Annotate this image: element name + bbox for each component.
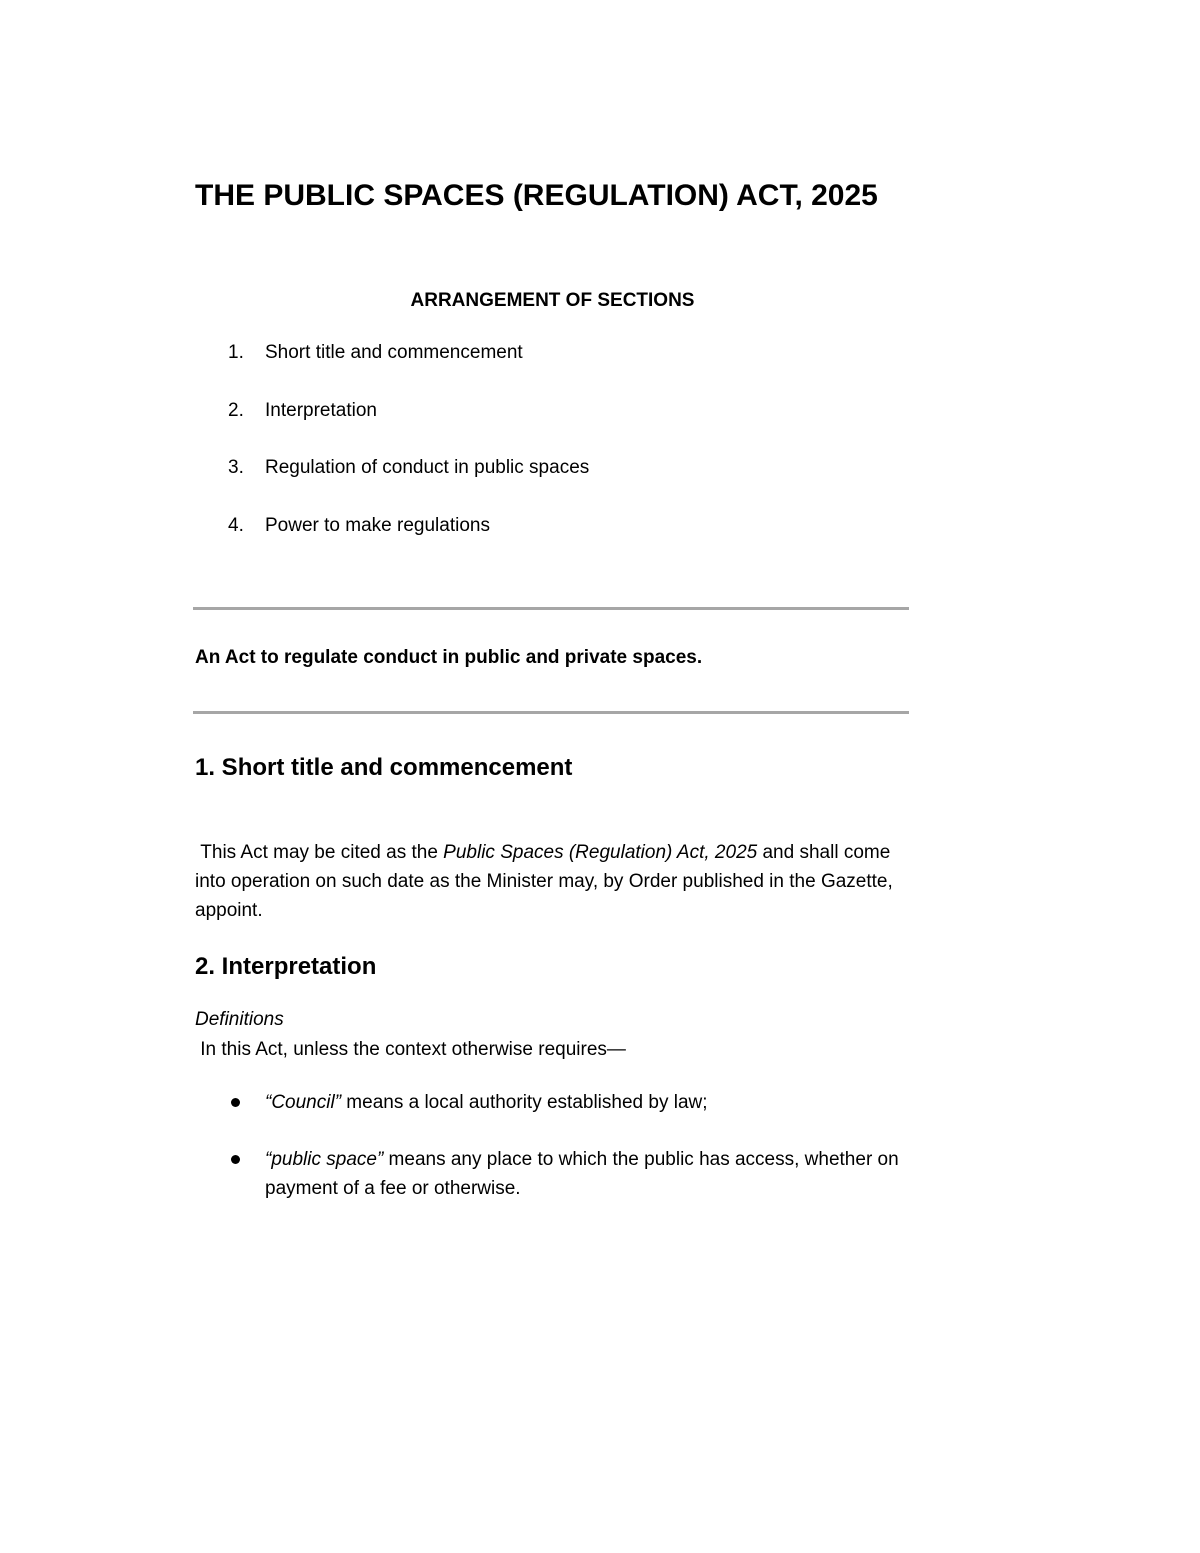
definition-item <box>195 1145 910 1203</box>
divider-top <box>193 607 909 610</box>
arrangement-item-label: Short title and commencement <box>265 342 523 363</box>
arrangement-item-label: Regulation of conduct in public spaces <box>265 457 590 478</box>
arrangement-item-number: 1. <box>228 342 244 363</box>
divider-bottom <box>193 711 909 714</box>
arrangement-item <box>195 455 910 513</box>
section-1-body <box>195 838 895 925</box>
arrangement-item <box>195 398 910 456</box>
bullet-icon <box>231 1155 240 1164</box>
definitions-subheading: Definitions <box>195 1009 284 1030</box>
definition-meaning: means any place to which the public has access, whether on payment of a fee or otherwise. <box>265 1149 899 1199</box>
section-1-text-after: and shall come into operation on such date as the Minister may, by Order published in the Gazette, appoint. <box>195 842 893 921</box>
arrangement-item-number: 2. <box>228 399 244 421</box>
arrangement-item-number: 4. <box>228 514 244 536</box>
act-title: THE PUBLIC SPACES (REGULATION) ACT, 2025 <box>195 179 878 212</box>
definition-meaning: means a local authority established by law; <box>341 1092 708 1113</box>
section-1-citation: Public Spaces (Regulation) Act, 2025 <box>443 842 758 863</box>
definitions-intro <box>195 1037 626 1063</box>
definitions-list <box>195 1088 910 1231</box>
definition-item <box>195 1088 910 1117</box>
arrangement-item-label: Interpretation <box>265 399 377 421</box>
arrangement-item <box>195 340 910 398</box>
section-1-text-before: This Act may be cited as the <box>200 842 444 863</box>
bullet-icon <box>231 1098 240 1107</box>
arrangement-list <box>195 340 910 570</box>
arrangement-item-number: 3. <box>228 457 244 478</box>
long-title: An Act to regulate conduct in public and private spaces. <box>195 647 703 668</box>
section-2-heading: 2. Interpretation <box>195 953 377 980</box>
section-1-heading: 1. Short title and commencement <box>195 754 573 781</box>
arrangement-heading: ARRANGEMENT OF SECTIONS <box>410 290 695 311</box>
definition-term: “Council” <box>265 1092 342 1113</box>
definition-term: “public space” <box>265 1149 384 1170</box>
arrangement-item <box>195 513 910 571</box>
definitions-intro-text: In this Act, unless the context otherwise requires— <box>200 1039 626 1060</box>
arrangement-item-label: Power to make regulations <box>265 514 490 536</box>
